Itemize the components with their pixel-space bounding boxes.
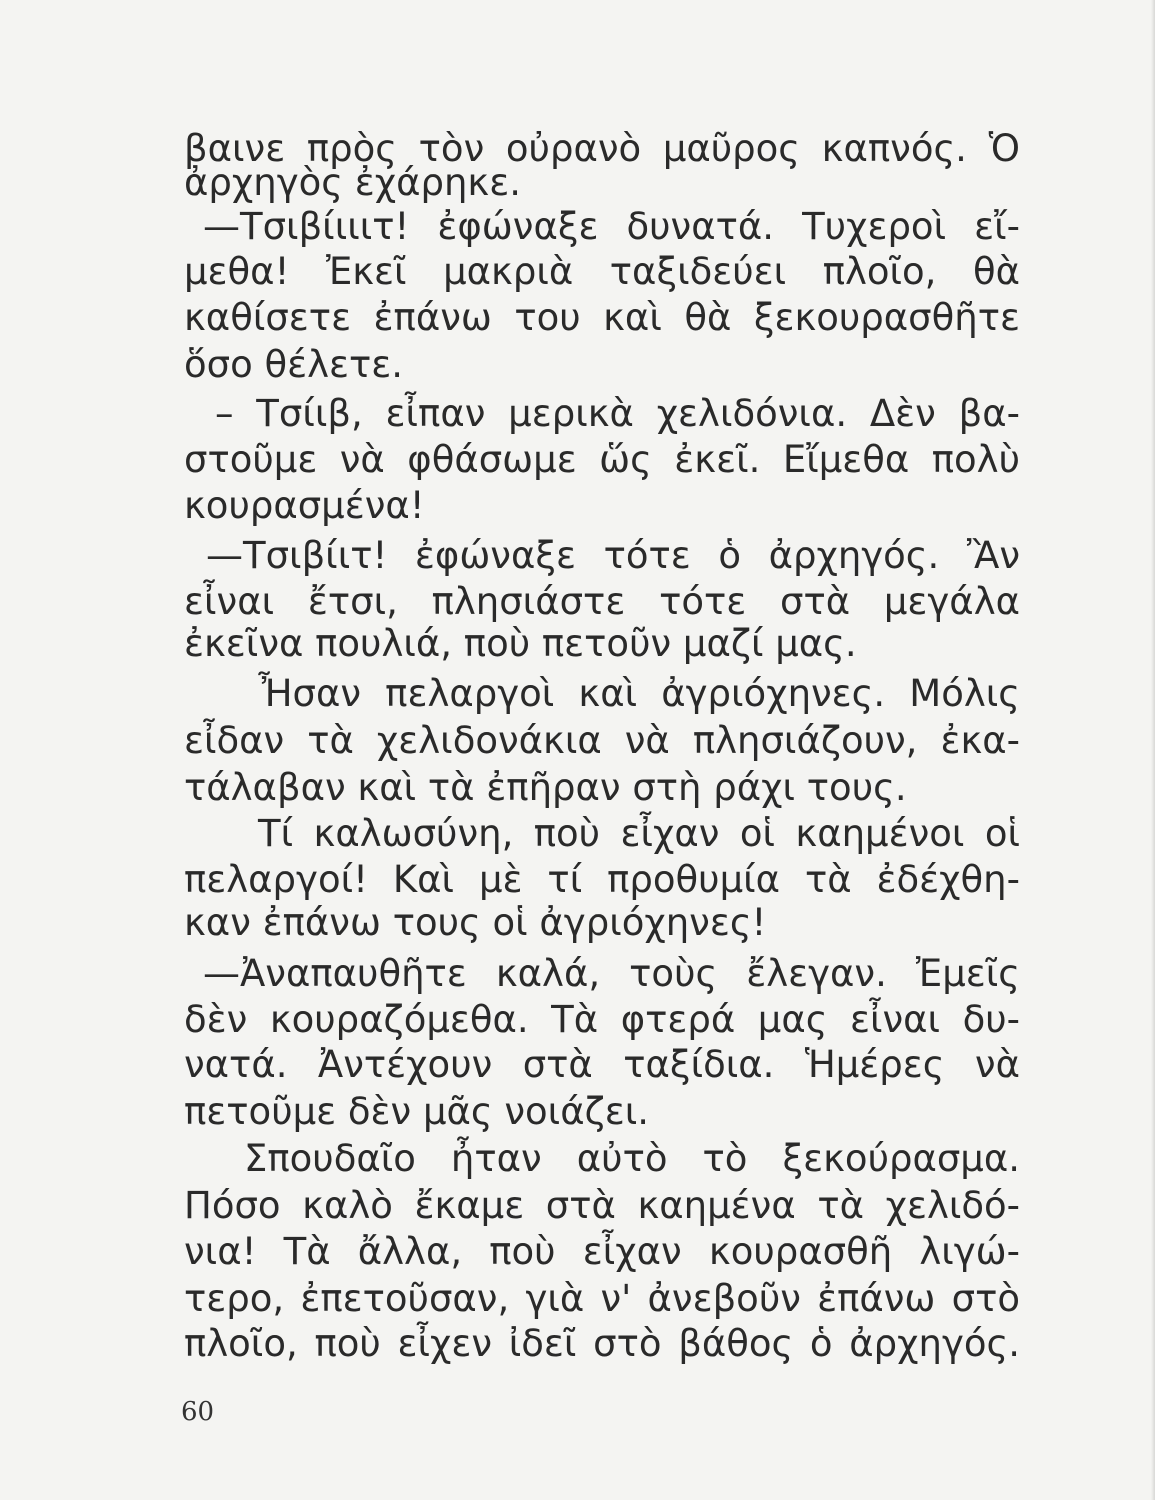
text-line: πλοῖο, ποὺ εἶχεν ἰδεῖ στὸ βάθος ὁ ἀρχηγός. (184, 1322, 1020, 1365)
text-line: εἶδαν τὰ χελιδονάκια νὰ πλησιάζουν, ἐκα- (184, 719, 1020, 762)
text-line: στοῦμε νὰ φθάσωμε ὥς ἐκεῖ. Εἴμεθα πολὺ (184, 438, 1020, 481)
text-line: δὲν κουραζόμεθα. Τὰ φτερά μας εἶναι δυ- (184, 998, 1020, 1041)
text-line: καθίσετε ἐπάνω του καὶ θὰ ξεκουρασθῆτε (184, 296, 1020, 339)
text-line: τάλαβαν καὶ τὰ ἐπῆραν στὴ ράχι τους. (184, 766, 907, 809)
text-line: – Τσίιβ, εἶπαν μερικὰ χελιδόνια. Δὲν βα- (215, 392, 1020, 435)
text-line: —Τσιβίιιιτ! ἐφώναξε δυνατά. Τυχεροὶ εἴ- (203, 205, 1020, 248)
text-line: κουρασμένα! (184, 484, 425, 527)
text-line: νατά. Ἀντέχουν στὰ ταξίδια. Ἡμέρες νὰ (184, 1043, 1020, 1086)
text-line: Τί καλωσύνη, ποὺ εἶχαν οἱ καημένοι οἱ (258, 812, 1020, 855)
text-line: βαινε πρὸς τὸν οὐρανὸ μαῦρος καπνός. Ὁ (184, 127, 1020, 170)
text-line: —Τσιβίιτ! ἐφώναξε τότε ὁ ἀρχηγός. Ἂν (206, 534, 1020, 577)
page-edge-shadow (1151, 0, 1155, 1500)
page-number: 60 (181, 1397, 215, 1427)
text-line: ἀρχηγὸς ἐχάρηκε. (184, 161, 521, 204)
text-line: Σπουδαῖο ἦταν αὐτὸ τὸ ξεκούρασμα. (244, 1137, 1020, 1180)
text-line: νια! Τὰ ἄλλα, ποὺ εἶχαν κουρασθῆ λιγώ- (184, 1230, 1020, 1273)
text-line: πελαργοί! Καὶ μὲ τί προθυμία τὰ ἐδέχθη- (184, 858, 1020, 901)
text-line: μεθα! Ἐκεῖ μακριὰ ταξιδεύει πλοῖο, θὰ (184, 250, 1020, 293)
text-line: Ἦσαν πελαργοὶ καὶ ἀγριόχηνες. Μόλις (258, 672, 1020, 715)
text-line: —Ἀναπαυθῆτε καλά, τοὺς ἔλεγαν. Ἐμεῖς (203, 952, 1020, 995)
text-line: πετοῦμε δὲν μᾶς νοιάζει. (184, 1090, 649, 1133)
text-line: εἶναι ἔτσι, πλησιάστε τότε στὰ μεγάλα (184, 580, 1020, 623)
text-line: ἐκεῖνα πουλιά, ποὺ πετοῦν μαζί μας. (184, 622, 857, 665)
text-line: Πόσο καλὸ ἔκαμε στὰ καημένα τὰ χελιδό- (184, 1184, 1020, 1227)
text-line: τερο, ἐπετοῦσαν, γιὰ ν' ἀνεβοῦν ἐπάνω στὸ (184, 1277, 1020, 1320)
text-line: ὅσο θέλετε. (184, 343, 404, 386)
text-line: καν ἐπάνω τους οἱ ἀγριόχηνες! (184, 901, 767, 944)
